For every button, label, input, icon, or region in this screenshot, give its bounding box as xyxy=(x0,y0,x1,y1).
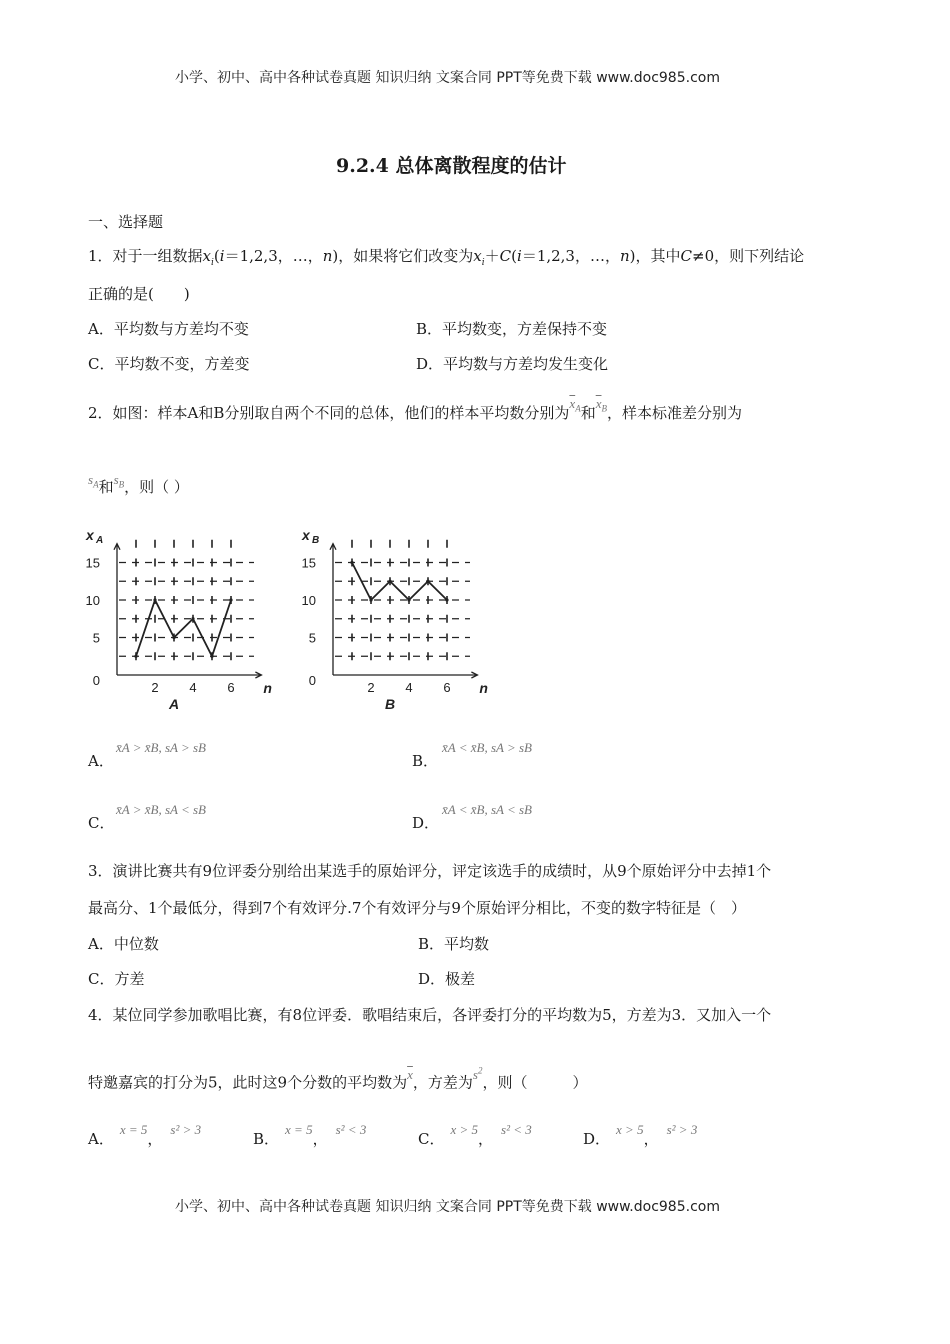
q3-stem-line2: 最高分、1个最低分，得到7个有效评分.7个有效评分与9个原始评分相比，不变的数字特征是（ ） xyxy=(88,899,746,917)
x-tick-label: 2 xyxy=(367,680,375,695)
q4-stem-line2: 特邀嘉宾的打分为5，此时这9个分数的平均数为$\overline{x}$，方差为$s^2$，则（ ） xyxy=(88,1066,588,1092)
x-axis-label: n xyxy=(479,680,488,696)
q3-option-b[interactable]: B．平均数 xyxy=(418,935,490,953)
q2-option-c-expr: x̄A > x̄B, sA < sB xyxy=(116,802,206,817)
y-tick-label: 15 xyxy=(85,555,100,571)
q2-option-b[interactable]: B． xyxy=(412,752,439,770)
y-tick-label: 10 xyxy=(85,593,100,608)
data-point xyxy=(445,598,448,601)
y-axis-label-sub: B xyxy=(312,535,320,546)
x-tick-label: 6 xyxy=(443,680,451,695)
y-tick-label: 10 xyxy=(301,593,316,608)
x-tick-label: 4 xyxy=(405,680,413,695)
data-point xyxy=(426,580,429,583)
page-header: 小学、初中、高中各种试卷真题 知识归纳 文案合同 PPT等免费下载 www.doc985.com xyxy=(175,70,720,86)
q2-option-d[interactable]: D． xyxy=(412,814,440,832)
origin-label: 0 xyxy=(308,673,316,688)
q4-stem: 4．某位同学参加歌唱比赛，有8位评委．歌唱结束后，各评委打分的平均数为5，方差为3．又加入一个 xyxy=(88,1006,772,1024)
q3-stem: 3．演讲比赛共有9位评委分别给出某选手的原始评分，评定该选手的成绩时，从9个原始评分中去掉1个 xyxy=(88,862,772,880)
data-point xyxy=(153,598,156,601)
q2-option-c[interactable]: C． xyxy=(88,814,115,832)
chart-b xyxy=(300,520,500,716)
q3-option-d[interactable]: D．极差 xyxy=(418,970,476,988)
y-axis-label: x xyxy=(86,527,94,543)
x-axis-label: n xyxy=(263,680,272,696)
page-title: 9.2.4 总体离散程度的估计 xyxy=(336,155,567,177)
data-point xyxy=(172,636,175,639)
chart-title: B xyxy=(384,696,396,712)
q3-option-c[interactable]: C．方差 xyxy=(88,970,145,988)
q4-option-d[interactable]: D．x > 5，s² > 3 xyxy=(583,1122,698,1148)
q2-stem-line2: $s_A$和$s_B$，则（ ） xyxy=(88,472,189,496)
data-point xyxy=(134,655,137,658)
page-footer: 小学、初中、高中各种试卷真题 知识归纳 文案合同 PPT等免费下载 www.doc985.com xyxy=(175,1199,720,1215)
q2-option-d-expr: x̄A < x̄B, sA < sB xyxy=(442,802,532,817)
q1-option-a[interactable]: A．平均数与方差均不变 xyxy=(88,320,249,338)
data-point xyxy=(388,580,391,583)
data-point xyxy=(407,598,410,601)
y-tick-label: 5 xyxy=(308,630,316,646)
x-tick-label: 2 xyxy=(151,680,159,695)
data-point xyxy=(210,655,213,658)
y-tick-label: 15 xyxy=(301,555,316,571)
section-heading: 一、选择题 xyxy=(88,213,164,231)
q1-option-c[interactable]: C．平均数不变，方差变 xyxy=(88,355,250,373)
y-axis-label-sub: A xyxy=(96,535,104,546)
data-point xyxy=(369,598,372,601)
q1-stem: 1．对于一组数据$x_i(i=1,2,3$，…，n)，如果将它们改变为$x_i+C(i=1,2,3$，…，n)，其中C≠0，则下列结论 xyxy=(88,247,805,268)
q2-option-b-expr: x̄A < x̄B, sA > sB xyxy=(442,740,532,755)
x-tick-label: 4 xyxy=(189,680,197,695)
x-tick-label: 6 xyxy=(227,680,235,695)
chart-title: A xyxy=(168,696,180,712)
q4-option-b[interactable]: B．x = 5，s² < 3 xyxy=(253,1122,367,1148)
q1-option-b[interactable]: B．平均数变，方差保持不变 xyxy=(416,320,608,338)
y-axis-label: x xyxy=(302,527,310,543)
y-tick-label: 5 xyxy=(92,630,100,646)
q1-stem-line2: 正确的是( ) xyxy=(88,285,190,303)
data-point xyxy=(191,617,194,620)
q3-option-a[interactable]: A．中位数 xyxy=(88,935,159,953)
q4-option-c[interactable]: C．x > 5，s² < 3 xyxy=(418,1122,532,1148)
q1-option-d[interactable]: D．平均数与方差均发生变化 xyxy=(416,355,609,373)
q2-stem: 2．如图：样本A和B分别取自两个不同的总体，他们的样本平均数分别为$\overline{x}_A$和$\overline{x}_B$，样本标准差分别为 xyxy=(88,396,742,422)
data-point xyxy=(350,561,353,564)
q2-option-a[interactable]: A． xyxy=(88,752,114,770)
q4-option-a[interactable]: A．x = 5，s² > 3 xyxy=(88,1122,202,1148)
q2-option-a-expr: x̄A > x̄B, sA > sB xyxy=(116,740,206,755)
origin-label: 0 xyxy=(92,673,100,688)
data-point xyxy=(229,598,232,601)
chart-a xyxy=(84,520,284,716)
series-line xyxy=(136,600,231,656)
